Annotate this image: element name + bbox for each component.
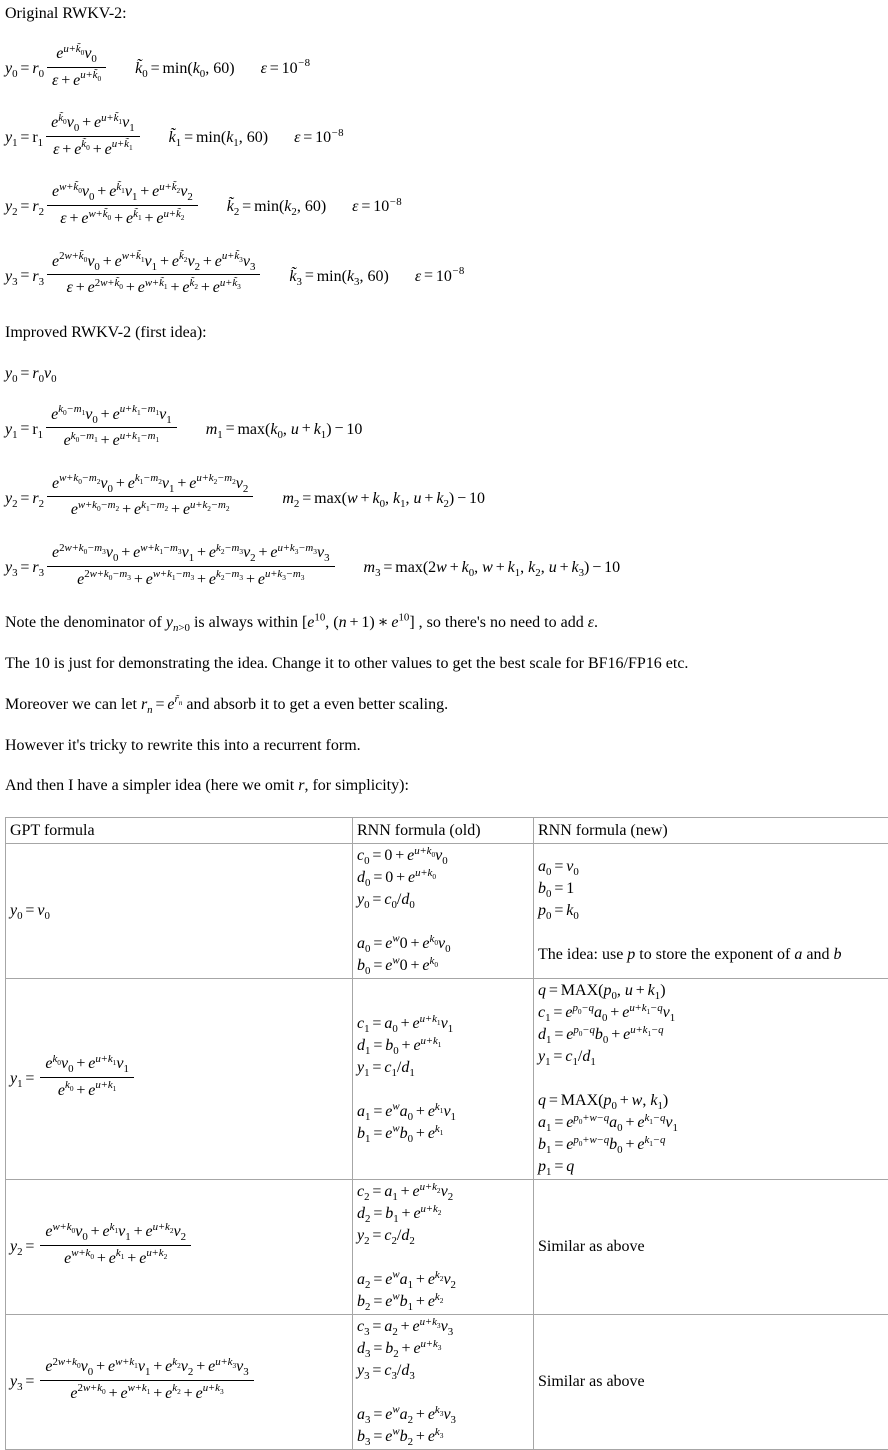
formula-line: $c_1 = a_0 + e^{u+k_1}v_1$ bbox=[357, 1013, 529, 1035]
formula-original-y2: $y_2 = r_2$ $\frac{e^{w+k̃_0}v_0 + e^{k̃_1}v_1 + e^{u+k̃_2}v_2}{\varepsilon + e^{w+k̃_0} + e^{k̃_1} + e^{u+k̃_2}}$ $k̃_2 = \min(k_2$, 60) $\varepsilon = 10^{-8}$ bbox=[5, 183, 886, 231]
formula-line: $d_1 = e^{p_0-q}b_0 + e^{u+k_1-q}$ bbox=[538, 1024, 885, 1046]
rnn-new-formula-y3: Similar as above bbox=[534, 1315, 888, 1450]
rnn-new-formula-y1 bbox=[534, 979, 888, 1180]
formula-improved-y1: $y_1 = r_1$ $\frac{e^{k_0-m_1}v_0 + e^{u+k_1-m_1}v_1}{e^{k_0-m_1} + e^{u+k_1-m_1}}$ $m_1 = \max(k_0$, $u + k_1) - 10$ bbox=[5, 406, 886, 454]
note-simpler-idea: And then I have a simpler idea (here we omit r, for simplicity): bbox=[5, 776, 886, 797]
section-title-improved: Improved RWKV-2 (first idea): bbox=[5, 322, 886, 343]
formula-line: $b_1 = e^{p_0+w-q}b_0 + e^{k_1-q}$ bbox=[538, 1134, 885, 1156]
col-header-rnn-formula-new: RNN formula (new) bbox=[534, 818, 888, 844]
fraction: $\frac{e^{k_0}v_0 + e^{u+k_1}v_1}{e^{k_0} + e^{u+k_1}}$ bbox=[40, 1053, 134, 1101]
formula-line: $b_0 = e^w0 + e^{k_0}$ bbox=[357, 955, 529, 977]
formula-line: $a_1 = e^{p_0+w-q}a_0 + e^{k_1-q}v_1$ bbox=[538, 1112, 885, 1134]
section-title-original: Original RWKV-2: bbox=[5, 3, 886, 24]
formula-line: $d_2 = b_1 + e^{u+k_2}$ bbox=[357, 1203, 529, 1225]
rnn-old-formula-y2 bbox=[353, 1180, 534, 1315]
gpt-formula-y0: $y_0 = v_0$ bbox=[6, 844, 353, 979]
formula-line bbox=[357, 1247, 529, 1269]
formula-line: $a_2 = e^wa_1 + e^{k_2}v_2$ bbox=[357, 1269, 529, 1291]
formula-line: $a_0 = e^w0 + e^{k_0}v_0$ bbox=[357, 933, 529, 955]
col-header-rnn-formula-old: RNN formula (old) bbox=[353, 818, 534, 844]
formula-improved-y3: $y_3 = r_3$ $\frac{e^{2w+k_0-m_3}v_0 + e^{w+k_1-m_3}v_1 + e^{k_2-m_3}v_2 + e^{u+k_3-m_3}v_3}{e^{2w+k_0-m_3} + e^{w+k_1-m_3} + e^{k_2-m_3} + e^{u+k_3-m_3}}$ $m_3 = \max(2w + k_0$, $w + k_1$, $k_2$, $u + k_3) - 10$ bbox=[5, 544, 886, 592]
formula-line: $a_3 = e^wa_2 + e^{k_3}v_3$ bbox=[357, 1404, 529, 1426]
fraction: $\frac{e^{w+k_0}v_0 + e^{k_1}v_1 + e^{u+k_2}v_2}{e^{w+k_0} + e^{k_1} + e^{u+k_2}}$ bbox=[40, 1221, 191, 1269]
fraction: $\frac{e^{2w+k̃_0}v_0 + e^{w+k̃_1}v_1 + e^{k̃_2}v_2 + e^{u+k̃_3}v_3}{\varepsilon + e^{2w+k̃_0} + e^{w+k̃_1} + e^{k̃_2} + e^{u+k̃_3}}$ bbox=[47, 251, 260, 299]
formula-line bbox=[357, 1079, 529, 1101]
formula-original-y0: $y_0 = r_0$ $\frac{e^{u+k̃_0}v_0}{\varepsilon + e^{u+k̃_0}}$ $k̃_0 = \min(k_0$, 60) $\varepsilon = 10^{-8}$ bbox=[5, 45, 886, 93]
formula-line: $d_0 = 0 + e^{u+k_0}$ bbox=[357, 867, 529, 889]
formula-line: $a_0 = v_0$ bbox=[538, 856, 885, 878]
col-header-gpt-formula: GPT formula bbox=[6, 818, 353, 844]
fraction: $\frac{e^{2w+k_0}v_0 + e^{w+k_1}v_1 + e^{k_2}v_2 + e^{u+k_3}v_3}{e^{2w+k_0} + e^{w+k_1} + e^{k_2} + e^{u+k_3}}$ bbox=[40, 1356, 253, 1404]
formula-original-y1: $y_1 = r_1$ $\frac{e^{k̃_0}v_0 + e^{u+k̃_1}v_1}{\varepsilon + e^{k̃_0} + e^{u+k̃_1}}$ $k̃_1 = \min(k_1$, 60) $\varepsilon = 10^{-8}$ bbox=[5, 114, 886, 162]
fraction: $\frac{e^{k̃_0}v_0 + e^{u+k̃_1}v_1}{\varepsilon + e^{k̃_0} + e^{u+k̃_1}}$ bbox=[46, 112, 140, 160]
formula-line: $b_2 = e^wb_1 + e^{k_2}$ bbox=[357, 1291, 529, 1313]
fraction: $\frac{e^{w+k_0-m_2}v_0 + e^{k_1-m_2}v_1 + e^{u+k_2-m_2}v_2}{e^{w+k_0-m_2} + e^{k_1-m_2} + e^{u+k_2-m_2}}$ bbox=[47, 473, 253, 521]
table-row-y2 bbox=[6, 1180, 888, 1315]
formula-line: $c_3 = a_2 + e^{u+k_3}v_3$ bbox=[357, 1316, 529, 1338]
formula-line: $a_1 = e^wa_0 + e^{k_1}v_1$ bbox=[357, 1101, 529, 1123]
formula-line: $p_0 = k_0$ bbox=[538, 900, 885, 922]
formula-line: $y_1 = c_1/d_1$ bbox=[357, 1057, 529, 1079]
formula-line bbox=[538, 1068, 885, 1090]
gpt-formula-y3: $y_3$ = $\frac{e^{2w+k_0}v_0 + e^{w+k_1}v_1 + e^{k_2}v_2 + e^{u+k_3}v_3}{e^{2w+k_0} + e^{w+k_1} + e^{k_2} + e^{u+k_3}}$ bbox=[6, 1315, 353, 1450]
fraction: $\frac{e^{w+k̃_0}v_0 + e^{k̃_1}v_1 + e^{u+k̃_2}v_2}{\varepsilon + e^{w+k̃_0} + e^{k̃_1} + e^{u+k̃_2}}$ bbox=[47, 181, 198, 229]
formula-line: $d_1 = b_0 + e^{u+k_1}$ bbox=[357, 1035, 529, 1057]
formula-line: The idea: use p to store the exponent of a and b bbox=[538, 944, 885, 966]
fraction: $\frac{e^{u+k̃_0}v_0}{\varepsilon + e^{u+k̃_0}}$ bbox=[47, 43, 106, 91]
formula-line: $y_0 = c_0/d_0$ bbox=[357, 889, 529, 911]
formula-line: $q = MAX(p_0$, $u + k_1$) bbox=[538, 980, 885, 1002]
gpt-formula-y1: $y_1$ = $\frac{e^{k_0}v_0 + e^{u+k_1}v_1}{e^{k_0} + e^{u+k_1}}$ bbox=[6, 979, 353, 1180]
comparison-table bbox=[5, 817, 888, 1450]
formula-line: $y_3 = c_3/d_3$ bbox=[357, 1360, 529, 1382]
formula-line: $y_1 = c_1/d_1$ bbox=[538, 1046, 885, 1068]
formula-line: $b_3 = e^wb_2 + e^{k_3}$ bbox=[357, 1426, 529, 1448]
rnn-new-formula-y0 bbox=[534, 844, 888, 979]
note-scale: The 10 is just for demonstrating the idea. Change it to other values to get the best scale for BF16/FP16 etc. bbox=[5, 654, 886, 675]
table-row-y0 bbox=[6, 844, 888, 979]
formula-line: $y_2 = c_2/d_2$ bbox=[357, 1225, 529, 1247]
formula-line: $c_2 = a_1 + e^{u+k_2}v_2$ bbox=[357, 1181, 529, 1203]
formula-line: $p_1 = q$ bbox=[538, 1156, 885, 1178]
formula-improved-y0: $y_0 = r_0v_0$ bbox=[5, 364, 886, 385]
formula-line bbox=[357, 1382, 529, 1404]
formula-line: $c_1 = e^{p_0-q}a_0 + e^{u+k_1-q}v_1$ bbox=[538, 1002, 885, 1024]
formula-line: $c_0 = 0 + e^{u+k_0}v_0$ bbox=[357, 845, 529, 867]
table-row-y3 bbox=[6, 1315, 888, 1450]
formula-line: $d_3 = b_2 + e^{u+k_3}$ bbox=[357, 1338, 529, 1360]
formula-improved-y2: $y_2 = r_2$ $\frac{e^{w+k_0-m_2}v_0 + e^{k_1-m_2}v_1 + e^{u+k_2-m_2}v_2}{e^{w+k_0-m_2} + e^{k_1-m_2} + e^{u+k_2-m_2}}$ $m_2 = \max(w + k_0$, $k_1$, $u + k_2) - 10$ bbox=[5, 475, 886, 523]
formula-line bbox=[357, 911, 529, 933]
table-row-y1 bbox=[6, 979, 888, 1180]
rnn-old-formula-y3 bbox=[353, 1315, 534, 1450]
rnn-new-formula-y2: Similar as above bbox=[534, 1180, 888, 1315]
formula-line: $q = MAX(p_0 + w$, $k_1$) bbox=[538, 1090, 885, 1112]
formula-line: $b_1 = e^wb_0 + e^{k_1}$ bbox=[357, 1123, 529, 1145]
rnn-old-formula-y0 bbox=[353, 844, 534, 979]
note-denominator: Note the denominator of $y_{n>0}$ is always within [$e^{10}$, (n + 1) ∗ $e^{10}$] , so there's no need to add ε. bbox=[5, 613, 886, 634]
note-absorb: Moreover we can let $r_n = e^{r̃_n}$ and absorb it to get a even better scaling. bbox=[5, 695, 886, 716]
table-header-row bbox=[6, 818, 888, 844]
formula-line: $b_0 = 1$ bbox=[538, 878, 885, 900]
note-tricky: However it's tricky to rewrite this into a recurrent form. bbox=[5, 736, 886, 757]
formula-original-y3: $y_3 = r_3$ $\frac{e^{2w+k̃_0}v_0 + e^{w+k̃_1}v_1 + e^{k̃_2}v_2 + e^{u+k̃_3}v_3}{\varepsilon + e^{2w+k̃_0} + e^{w+k̃_1} + e^{k̃_2} + e^{u+k̃_3}}$ $k̃_3 = \min(k_3$, 60) $\varepsilon = 10^{-8}$ bbox=[5, 253, 886, 301]
gpt-formula-y2: $y_2$ = $\frac{e^{w+k_0}v_0 + e^{k_1}v_1 + e^{u+k_2}v_2}{e^{w+k_0} + e^{k_1} + e^{u+k_2}}$ bbox=[6, 1180, 353, 1315]
formula-line bbox=[538, 922, 885, 944]
fraction: $\frac{e^{k_0-m_1}v_0 + e^{u+k_1-m_1}v_1}{e^{k_0-m_1} + e^{u+k_1-m_1}}$ bbox=[46, 404, 177, 452]
fraction: $\frac{e^{2w+k_0-m_3}v_0 + e^{w+k_1-m_3}v_1 + e^{k_2-m_3}v_2 + e^{u+k_3-m_3}v_3}{e^{2w+k_0-m_3} + e^{w+k_1-m_3} + e^{k_2-m_3} + e^{u+k_3-m_3}}$ bbox=[47, 542, 335, 590]
rnn-old-formula-y1 bbox=[353, 979, 534, 1180]
